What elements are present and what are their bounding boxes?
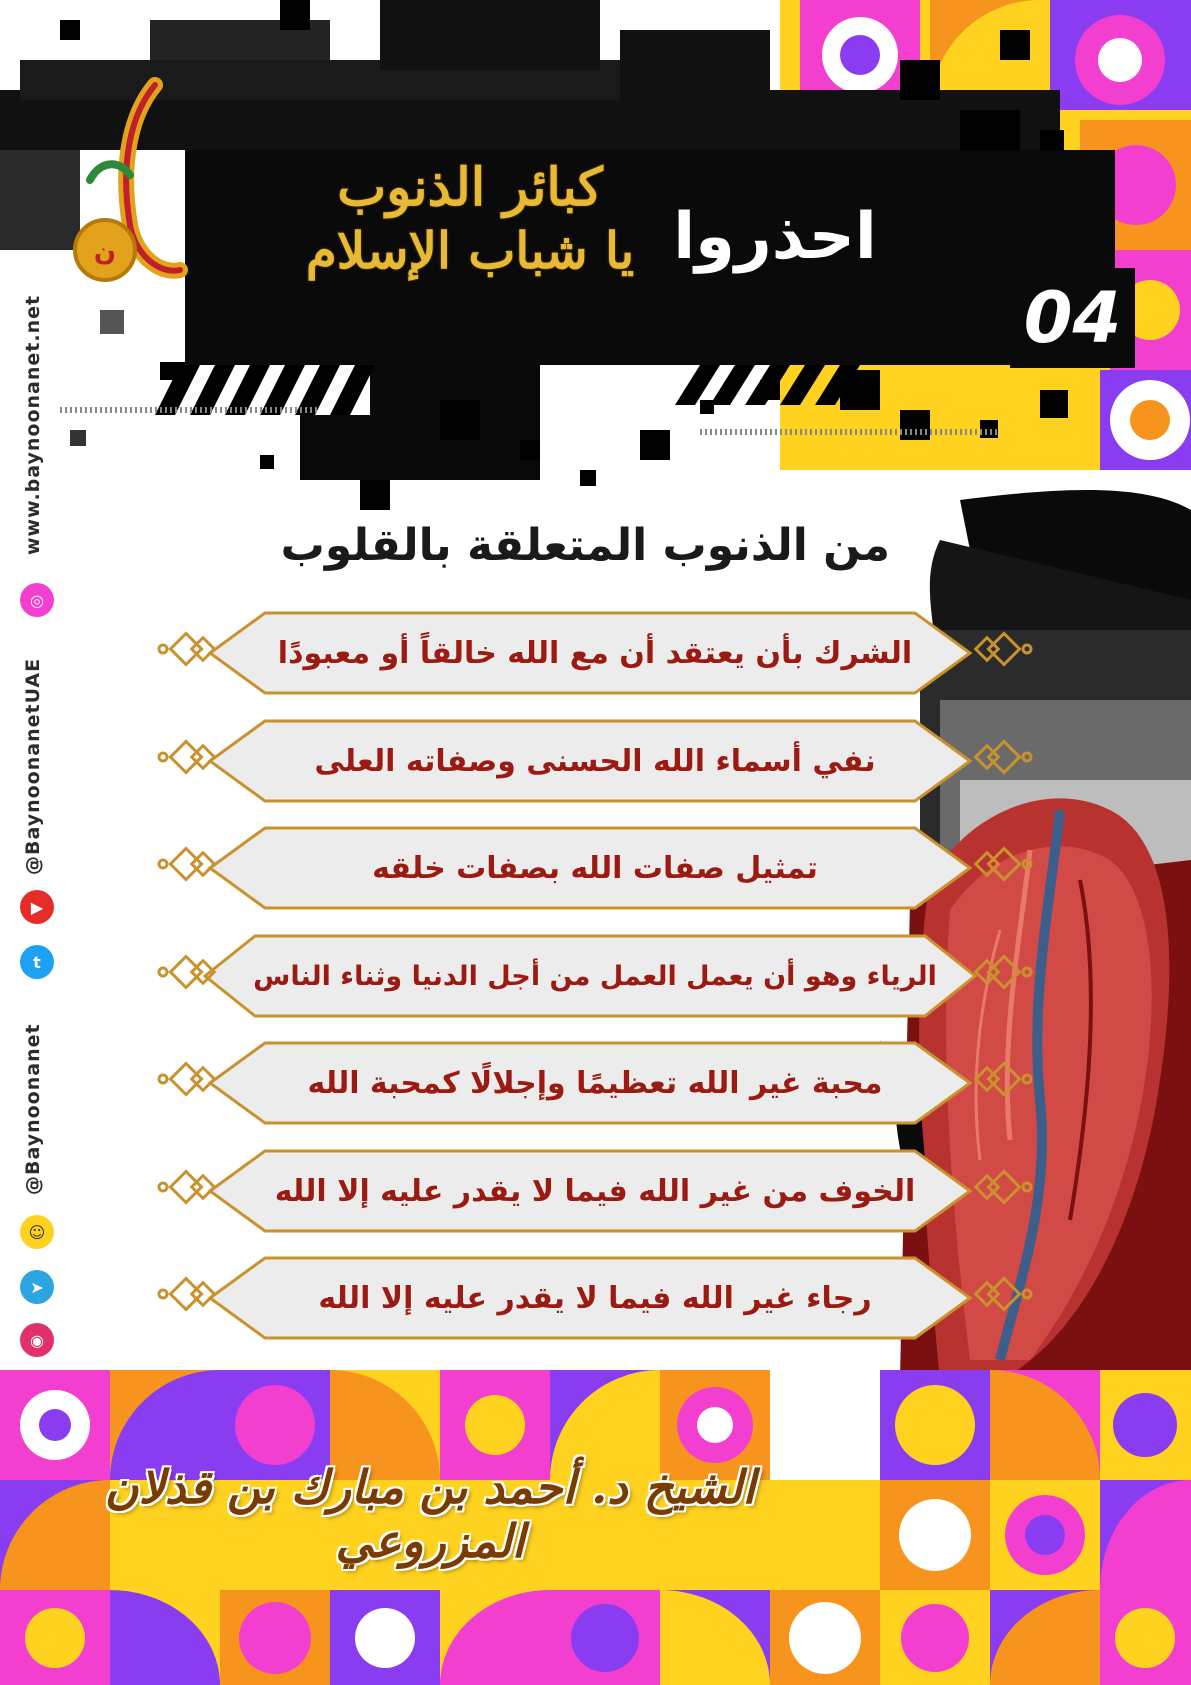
section-heading: من الذنوب المتعلقة بالقلوب	[280, 520, 890, 571]
sin-text: الرياء وهو أن يعمل العمل من أجل الدنيا وثناء الناس	[253, 960, 937, 992]
author-name: الشيخ د. أحمد بن مبارك بن قذلان المزروعي	[104, 1460, 756, 1568]
sin-text: الخوف من غير الله فيما لا يقدر عليه إلا الله	[274, 1173, 916, 1209]
sin-text: تمثيل صفات الله بصفات خلقه	[372, 850, 818, 886]
episode-number: 04	[1010, 268, 1135, 368]
logo	[60, 75, 195, 285]
sin-item	[155, 931, 1035, 1021]
sin-item	[155, 1146, 1035, 1236]
twitter-icon[interactable]: t	[20, 945, 54, 979]
title-gold	[300, 155, 640, 283]
youtube-icon[interactable]: ▶	[20, 890, 54, 924]
chat-icon[interactable]: ◎	[20, 583, 54, 617]
handle-uae[interactable]: @BaynoonanetUAE	[22, 657, 44, 875]
sin-text: الشرك بأن يعتقد أن مع الله خالقاً أو معبودًا	[277, 635, 913, 671]
sin-text: رجاء غير الله فيما لا يقدر عليه إلا الله	[318, 1280, 872, 1316]
handle-main[interactable]: @Baynoonanet	[22, 1023, 44, 1195]
snapchat-icon[interactable]: ☺	[20, 1215, 54, 1249]
sin-text: محبة غير الله تعظيمًا وإجلالًا كمحبة الله	[307, 1065, 883, 1101]
sin-item	[155, 1253, 1035, 1343]
title-line-2: يا شباب الإسلام	[305, 221, 635, 280]
telegram-icon[interactable]: ➤	[20, 1270, 54, 1304]
sin-item	[155, 608, 1035, 698]
website-link[interactable]: www.baynoonanet.net	[22, 294, 44, 555]
instagram-icon[interactable]: ◉	[20, 1323, 54, 1357]
sin-text: نفي أسماء الله الحسنى وصفاته العلى	[314, 743, 876, 779]
sin-item	[155, 716, 1035, 806]
title-main: احذروا	[673, 200, 877, 274]
sin-item	[155, 823, 1035, 913]
sin-item	[155, 1038, 1035, 1128]
title-line-1: كبائر الذنوب	[337, 157, 603, 218]
svg-text:ن: ن	[93, 237, 117, 267]
